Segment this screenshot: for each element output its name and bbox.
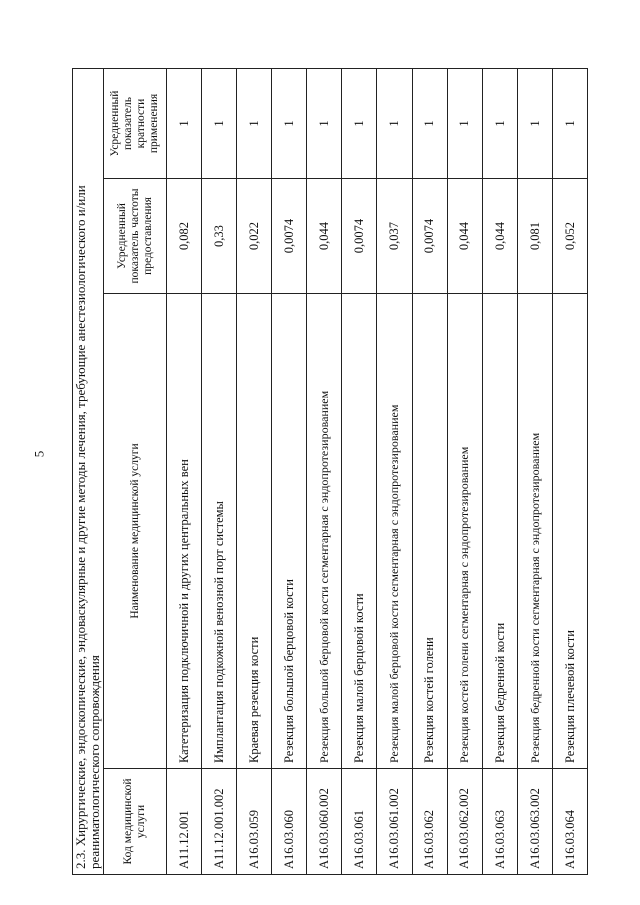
page-number: 5 bbox=[31, 450, 47, 458]
table-row bbox=[272, 68, 307, 874]
frequency-value: 0,052 bbox=[552, 179, 587, 294]
multiplicity-value: 1 bbox=[307, 68, 342, 178]
service-name: Резекция большой берцовой кости bbox=[272, 294, 307, 769]
table-row bbox=[552, 68, 587, 874]
multiplicity-value: 1 bbox=[517, 68, 552, 178]
service-name: Катетеризация подключичной и других центральных вен bbox=[167, 294, 202, 769]
frequency-value: 0,0074 bbox=[412, 179, 447, 294]
service-name: Резекция бедренной кости bbox=[482, 294, 517, 769]
multiplicity-value: 1 bbox=[377, 68, 412, 178]
table-row bbox=[412, 68, 447, 874]
table-row bbox=[237, 68, 272, 874]
table-row bbox=[482, 68, 517, 874]
frequency-value: 0,037 bbox=[377, 179, 412, 294]
service-code: A16.03.060.002 bbox=[307, 769, 342, 875]
service-code: A16.03.063 bbox=[482, 769, 517, 875]
frequency-value: 0,044 bbox=[482, 179, 517, 294]
service-code: A16.03.060 bbox=[272, 769, 307, 875]
service-name: Резекция малой берцовой кости сегментарная с эндопротезированием bbox=[377, 294, 412, 769]
frequency-value: 0,044 bbox=[307, 179, 342, 294]
service-code: A16.03.062.002 bbox=[447, 769, 482, 875]
header-name: Наименование медицинской услуги bbox=[104, 294, 167, 769]
service-code: A16.03.062 bbox=[412, 769, 447, 875]
frequency-value: 0,081 bbox=[517, 179, 552, 294]
service-code: A16.03.063.002 bbox=[517, 769, 552, 875]
frequency-value: 0,0074 bbox=[272, 179, 307, 294]
service-code: A16.03.061.002 bbox=[377, 769, 412, 875]
header-multiplicity: Усредненный показатель кратности применения bbox=[104, 68, 167, 178]
service-name: Резекция плечевой кости bbox=[552, 294, 587, 769]
multiplicity-value: 1 bbox=[447, 68, 482, 178]
frequency-value: 0,0074 bbox=[342, 179, 377, 294]
frequency-value: 0,022 bbox=[237, 179, 272, 294]
header-frequency: Усредненный показатель частоты предоставления bbox=[104, 179, 167, 294]
service-code: A11.12.001.002 bbox=[202, 769, 237, 875]
service-code: A11.12.001 bbox=[167, 769, 202, 875]
table-row bbox=[377, 68, 412, 874]
services-table bbox=[72, 68, 588, 875]
table-row bbox=[202, 68, 237, 874]
service-name: Резекция малой берцовой кости bbox=[342, 294, 377, 769]
table-row bbox=[342, 68, 377, 874]
service-name: Резекция костей голени сегментарная с эндопротезированием bbox=[447, 294, 482, 769]
multiplicity-value: 1 bbox=[272, 68, 307, 178]
service-name: Резекция бедренной кости сегментарная с эндопротезированием bbox=[517, 294, 552, 769]
multiplicity-value: 1 bbox=[202, 68, 237, 178]
frequency-value: 0,082 bbox=[167, 179, 202, 294]
multiplicity-value: 1 bbox=[412, 68, 447, 178]
section-title: 2.3. Хирургические, эндоскопические, эндоваскулярные и другие методы лечения, требующие анестезиологического и/или реаниматологического сопровождения bbox=[73, 68, 104, 874]
frequency-value: 0,044 bbox=[447, 179, 482, 294]
multiplicity-value: 1 bbox=[342, 68, 377, 178]
multiplicity-value: 1 bbox=[482, 68, 517, 178]
header-code: Код медицинской услуги bbox=[104, 769, 167, 875]
table-header-row bbox=[104, 68, 167, 874]
service-name: Краевая резекция кости bbox=[237, 294, 272, 769]
service-code: A16.03.061 bbox=[342, 769, 377, 875]
multiplicity-value: 1 bbox=[167, 68, 202, 178]
service-name: Резекция костей голени bbox=[412, 294, 447, 769]
rotated-document-area bbox=[72, 69, 588, 875]
section-title-row bbox=[73, 68, 104, 874]
table-row bbox=[167, 68, 202, 874]
table-body bbox=[167, 68, 588, 874]
table-row bbox=[307, 68, 342, 874]
service-code: A16.03.059 bbox=[237, 769, 272, 875]
table-row bbox=[517, 68, 552, 874]
service-name: Резекция большой берцовой кости сегментарная с эндопротезированием bbox=[307, 294, 342, 769]
multiplicity-value: 1 bbox=[237, 68, 272, 178]
table-row bbox=[447, 68, 482, 874]
multiplicity-value: 1 bbox=[552, 68, 587, 178]
service-code: A16.03.064 bbox=[552, 769, 587, 875]
service-name: Имплантация подкожной венозной порт системы bbox=[202, 294, 237, 769]
frequency-value: 0,33 bbox=[202, 179, 237, 294]
